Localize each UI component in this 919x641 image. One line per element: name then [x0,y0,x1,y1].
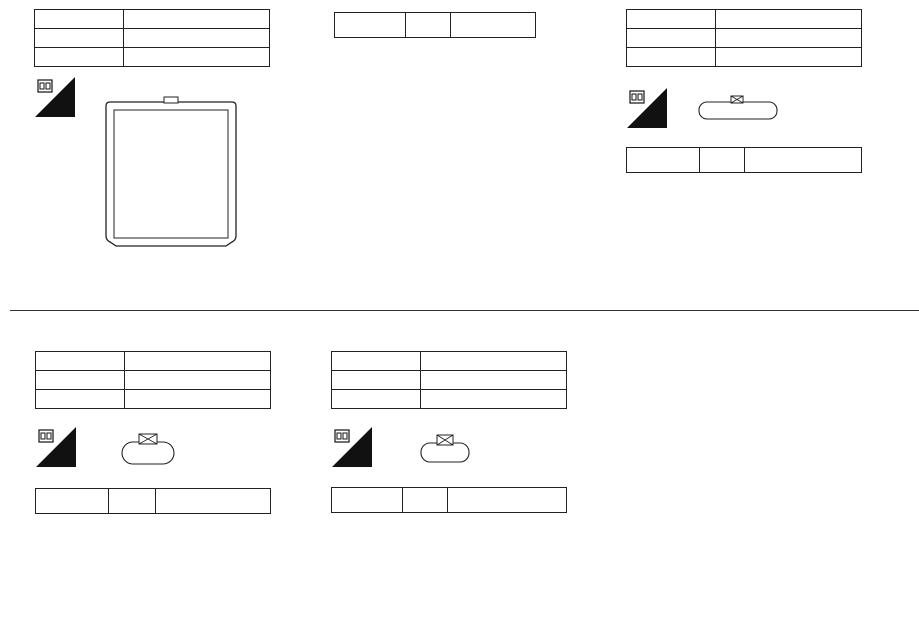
signal-name-header [156,489,271,514]
terminal-no-header [335,13,406,38]
terminal-no-header [36,489,109,514]
connector-color-value [716,48,862,67]
c6-connector-face [120,432,176,466]
connector-color-label [35,48,124,67]
c1-connector-info [34,9,270,67]
connector-color-label [36,390,125,409]
c7-connector-info [331,351,567,409]
connector-color-value [421,390,567,409]
connector-color-label [627,48,716,67]
signal-name-header [451,13,536,38]
connector-name-value [421,371,567,390]
connector-name-value [124,29,270,48]
connector-no-value [124,10,270,29]
connector-name-label [627,29,716,48]
connector-no-label [627,10,716,29]
c5-connector-face [697,95,779,121]
connector-no-label [35,10,124,29]
connector-no-label [36,352,125,371]
connector-no-value [716,10,862,29]
connector-no-value [421,352,567,371]
connector-name-label [332,371,421,390]
connector-color-value [124,48,270,67]
c7-terminal-table [331,487,567,513]
connector-name-value [125,371,271,390]
c6-terminal-table [35,488,271,514]
connector-name-label [36,371,125,390]
wire-color-header [109,489,156,514]
harness-side-icon [35,77,75,117]
wire-color-header [406,13,451,38]
connector-name-label [35,29,124,48]
harness-side-icon [332,427,372,467]
connector-name-value [716,29,862,48]
wire-color-header [403,488,448,513]
connector-color-value [125,390,271,409]
connector-no-value [125,352,271,371]
connector-color-label [332,390,421,409]
c1-terminal-table [334,12,536,38]
terminal-no-header [627,148,700,173]
terminal-no-header [332,488,403,513]
c5-terminal-table [626,147,862,173]
c7-connector-face [419,434,471,464]
harness-side-icon [627,88,667,128]
c5-connector-info [626,9,862,67]
section-divider [10,310,919,311]
connector-no-label [332,352,421,371]
c6-connector-info [35,351,271,409]
signal-name-header [448,488,567,513]
c1-connector-face [102,96,240,256]
wire-color-header [700,148,745,173]
harness-side-icon [36,427,76,467]
signal-name-header [745,148,862,173]
